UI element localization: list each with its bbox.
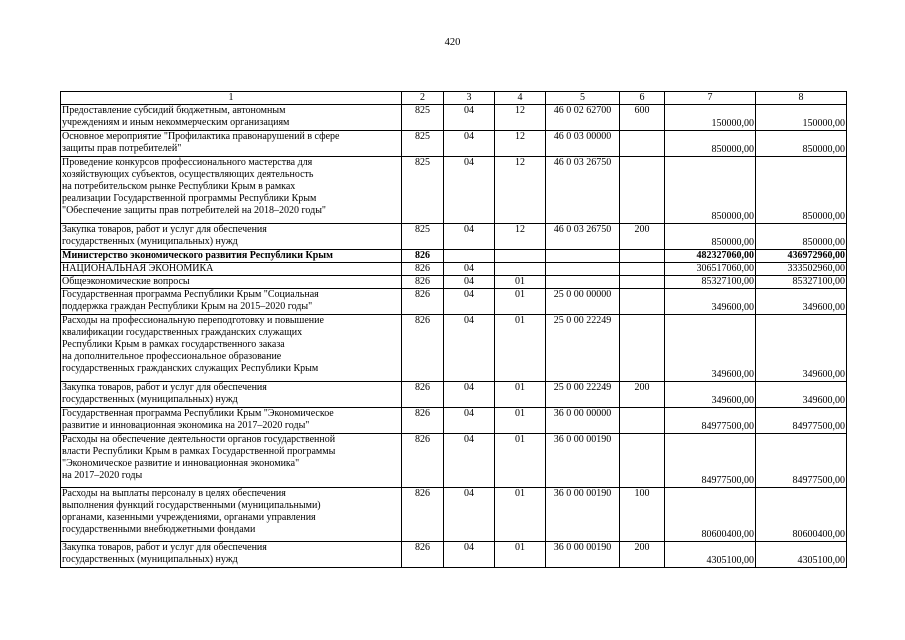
cell-subsection: [495, 250, 546, 263]
cell-admin-code: 825: [402, 131, 444, 157]
cell-amount-2019: 850000,00: [665, 157, 756, 224]
table-row: [61, 434, 847, 488]
cell-section: 04: [444, 408, 495, 434]
cell-section: 04: [444, 488, 495, 542]
cell-name: Общеэкономические вопросы: [61, 276, 402, 289]
cell-amount-2019: 84977500,00: [665, 408, 756, 434]
cell-subsection: 01: [495, 315, 546, 382]
cell-expense-type: [620, 289, 665, 315]
cell-section: 04: [444, 276, 495, 289]
table-row: [61, 224, 847, 250]
cell-amount-2019: 349600,00: [665, 382, 756, 408]
cell-name: Расходы на обеспечение деятельности органов государственной власти Республики Крым в рамках Государственной программы "Экономическое развитие и инновационная экономика" на 2017–2020 годы: [61, 434, 402, 488]
cell-section: 04: [444, 157, 495, 224]
cell-subsection: 01: [495, 382, 546, 408]
cell-amount-2019: 349600,00: [665, 315, 756, 382]
cell-admin-code: 826: [402, 408, 444, 434]
cell-amount-2019: 349600,00: [665, 289, 756, 315]
table-row: [61, 315, 847, 382]
column-header: 5: [546, 92, 620, 105]
cell-admin-code: 826: [402, 289, 444, 315]
table-row: [61, 382, 847, 408]
cell-amount-2020: 850000,00: [756, 224, 847, 250]
cell-expense-type: [620, 157, 665, 224]
cell-expense-type: 100: [620, 488, 665, 542]
cell-expense-type: [620, 131, 665, 157]
cell-expense-type: 600: [620, 105, 665, 131]
cell-section: 04: [444, 382, 495, 408]
column-header: 4: [495, 92, 546, 105]
cell-name: Закупка товаров, работ и услуг для обеспечения государственных (муниципальных) нужд: [61, 542, 402, 568]
cell-expense-type: 200: [620, 224, 665, 250]
cell-target-article: 25 0 00 22249: [546, 315, 620, 382]
cell-name: Государственная программа Республики Крым "Социальная поддержка граждан Республики Крым на 2015–2020 годы": [61, 289, 402, 315]
cell-section: [444, 250, 495, 263]
cell-expense-type: 200: [620, 542, 665, 568]
cell-amount-2019: 482327060,00: [665, 250, 756, 263]
cell-subsection: 01: [495, 408, 546, 434]
cell-admin-code: 826: [402, 263, 444, 276]
table-row: [61, 105, 847, 131]
table-row: [61, 276, 847, 289]
cell-admin-code: 826: [402, 542, 444, 568]
cell-amount-2020: 333502960,00: [756, 263, 847, 276]
cell-admin-code: 825: [402, 157, 444, 224]
cell-subsection: 12: [495, 105, 546, 131]
column-header: 1: [61, 92, 402, 105]
cell-amount-2019: 80600400,00: [665, 488, 756, 542]
cell-target-article: 36 0 00 00000: [546, 408, 620, 434]
cell-expense-type: [620, 276, 665, 289]
cell-admin-code: 825: [402, 105, 444, 131]
table-row: [61, 542, 847, 568]
cell-target-article: 46 0 03 26750: [546, 157, 620, 224]
cell-amount-2020: 84977500,00: [756, 434, 847, 488]
cell-name: НАЦИОНАЛЬНАЯ ЭКОНОМИКА: [61, 263, 402, 276]
cell-name: Предоставление субсидий бюджетным, автономным учреждениям и иным некоммерческим организациям: [61, 105, 402, 131]
cell-target-article: [546, 276, 620, 289]
page-number: 420: [444, 37, 461, 48]
cell-name: Государственная программа Республики Крым "Экономическое развитие и инновационная экономика на 2017–2020 годы": [61, 408, 402, 434]
cell-expense-type: [620, 315, 665, 382]
table-row: [61, 488, 847, 542]
cell-target-article: 36 0 00 00190: [546, 434, 620, 488]
cell-expense-type: 200: [620, 382, 665, 408]
cell-subsection: [495, 263, 546, 276]
cell-section: 04: [444, 289, 495, 315]
cell-amount-2020: 150000,00: [756, 105, 847, 131]
cell-subsection: 01: [495, 542, 546, 568]
cell-subsection: 01: [495, 276, 546, 289]
cell-name: Закупка товаров, работ и услуг для обеспечения государственных (муниципальных) нужд: [61, 224, 402, 250]
column-header: 3: [444, 92, 495, 105]
cell-amount-2020: 349600,00: [756, 382, 847, 408]
column-header: 8: [756, 92, 847, 105]
column-header: 2: [402, 92, 444, 105]
cell-target-article: 36 0 00 00190: [546, 488, 620, 542]
cell-target-article: 25 0 00 00000: [546, 289, 620, 315]
cell-target-article: 46 0 03 00000: [546, 131, 620, 157]
cell-amount-2020: 850000,00: [756, 131, 847, 157]
cell-admin-code: 826: [402, 276, 444, 289]
cell-section: 04: [444, 315, 495, 382]
budget-table: [60, 91, 847, 568]
cell-section: 04: [444, 434, 495, 488]
cell-expense-type: [620, 408, 665, 434]
cell-amount-2020: 4305100,00: [756, 542, 847, 568]
cell-amount-2020: 349600,00: [756, 289, 847, 315]
table-row: [61, 250, 847, 263]
cell-subsection: 12: [495, 224, 546, 250]
cell-subsection: 01: [495, 289, 546, 315]
cell-admin-code: 826: [402, 315, 444, 382]
cell-amount-2019: 150000,00: [665, 105, 756, 131]
cell-amount-2019: 850000,00: [665, 131, 756, 157]
cell-admin-code: 826: [402, 434, 444, 488]
cell-admin-code: 826: [402, 382, 444, 408]
cell-target-article: [546, 250, 620, 263]
cell-amount-2019: 84977500,00: [665, 434, 756, 488]
cell-section: 04: [444, 542, 495, 568]
column-header: 6: [620, 92, 665, 105]
table-row: [61, 131, 847, 157]
cell-subsection: 12: [495, 157, 546, 224]
cell-amount-2020: 349600,00: [756, 315, 847, 382]
cell-admin-code: 826: [402, 250, 444, 263]
cell-target-article: 36 0 00 00190: [546, 542, 620, 568]
cell-amount-2020: 85327100,00: [756, 276, 847, 289]
cell-name: Закупка товаров, работ и услуг для обеспечения государственных (муниципальных) нужд: [61, 382, 402, 408]
cell-target-article: 46 0 03 26750: [546, 224, 620, 250]
cell-admin-code: 825: [402, 224, 444, 250]
cell-target-article: [546, 263, 620, 276]
cell-expense-type: [620, 434, 665, 488]
cell-amount-2019: 4305100,00: [665, 542, 756, 568]
cell-amount-2019: 85327100,00: [665, 276, 756, 289]
cell-name: Основное мероприятие "Профилактика правонарушений в сфере защиты прав потребителей": [61, 131, 402, 157]
table-row: [61, 408, 847, 434]
header-row: [61, 92, 847, 105]
cell-amount-2020: 436972960,00: [756, 250, 847, 263]
cell-section: 04: [444, 263, 495, 276]
cell-amount-2020: 84977500,00: [756, 408, 847, 434]
cell-target-article: 46 0 02 62700: [546, 105, 620, 131]
cell-subsection: 12: [495, 131, 546, 157]
cell-expense-type: [620, 250, 665, 263]
cell-target-article: 25 0 00 22249: [546, 382, 620, 408]
cell-name: Проведение конкурсов профессионального мастерства для хозяйствующих субъектов, осуществляющих деятельность на потребительском рынке Республики Крым в рамках реализации Государственной программы Республики Крым "Обеспечение защиты прав потребителей на 2018–2020 годы": [61, 157, 402, 224]
cell-section: 04: [444, 131, 495, 157]
cell-name: Министерство экономического развития Республики Крым: [61, 250, 402, 263]
cell-name: Расходы на выплаты персоналу в целях обеспечения выполнения функций государственными (муниципальными) органами, казенными учреждениями, органами управления государственными внебюджетными фондами: [61, 488, 402, 542]
cell-amount-2020: 850000,00: [756, 157, 847, 224]
cell-admin-code: 826: [402, 488, 444, 542]
cell-amount-2019: 306517060,00: [665, 263, 756, 276]
cell-subsection: 01: [495, 434, 546, 488]
cell-expense-type: [620, 263, 665, 276]
table-row: [61, 289, 847, 315]
cell-subsection: 01: [495, 488, 546, 542]
cell-section: 04: [444, 224, 495, 250]
table-row: [61, 263, 847, 276]
cell-amount-2020: 80600400,00: [756, 488, 847, 542]
cell-section: 04: [444, 105, 495, 131]
table-row: [61, 157, 847, 224]
cell-amount-2019: 850000,00: [665, 224, 756, 250]
cell-name: Расходы на профессиональную переподготовку и повышение квалификации государственных гражданских служащих Республики Крым в рамках государственного заказа на дополнительное профессиональное образование государственных гражданских служащих Республики Крым: [61, 315, 402, 382]
column-header: 7: [665, 92, 756, 105]
